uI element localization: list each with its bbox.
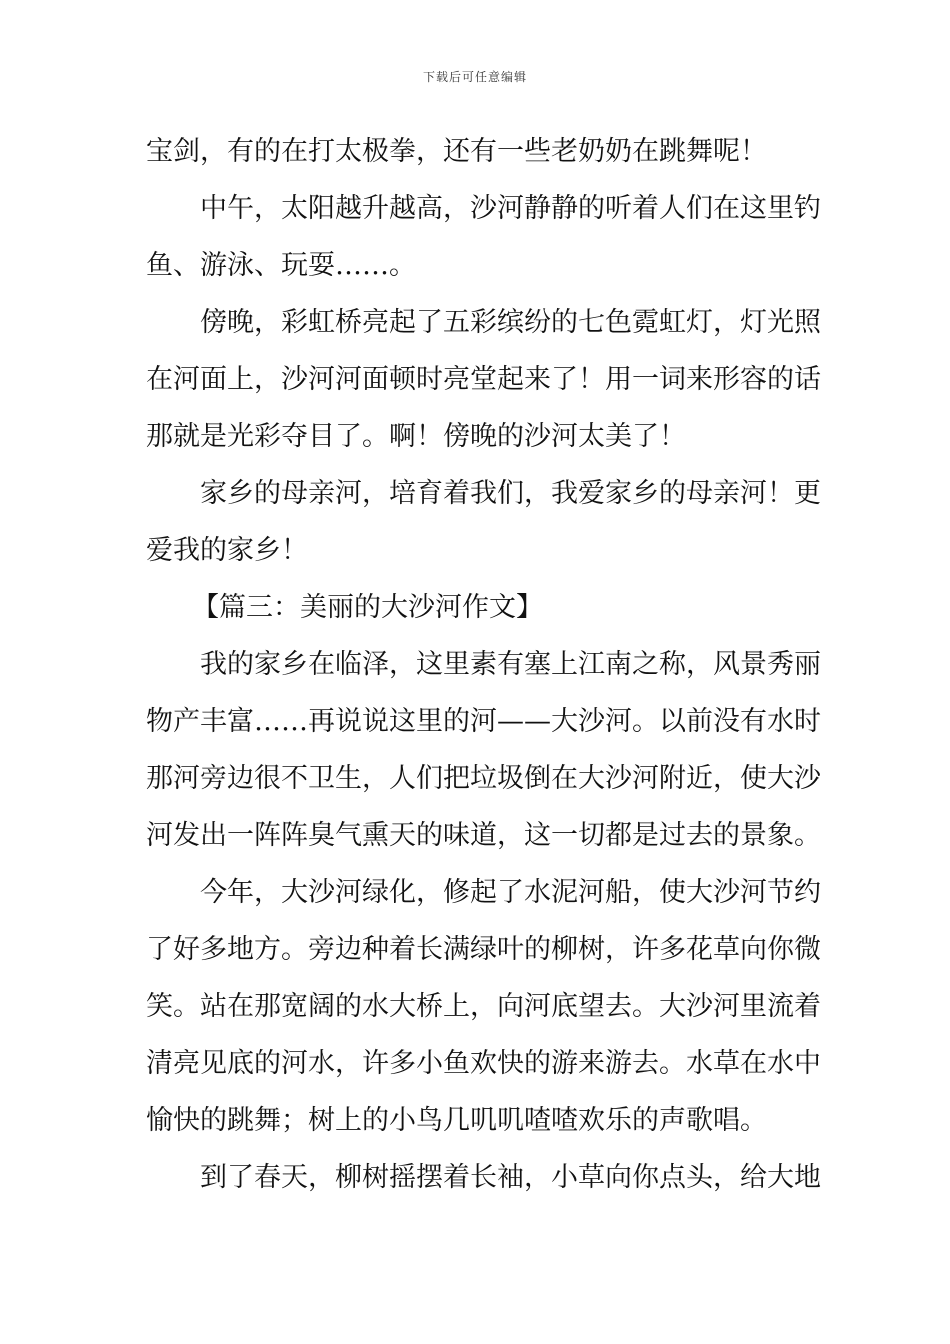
text-line: 河发出一阵阵臭气熏天的味道，这一切都是过去的景象。 bbox=[146, 820, 821, 851]
text-line: 物产丰富……再说说这里的河——大沙河。以前没有水时 bbox=[146, 706, 821, 737]
text-line: 到了春天，柳树摇摆着长袖，小草向你点头，给大地 bbox=[200, 1162, 821, 1193]
text-line: 愉快的跳舞；树上的小鸟几叽叽喳喳欢乐的声歌唱。 bbox=[146, 1105, 767, 1136]
text-line: 宝剑，有的在打太极拳，还有一些老奶奶在跳舞呢！ bbox=[146, 136, 767, 167]
text-line: 鱼、游泳、玩耍……。 bbox=[146, 250, 416, 281]
text-line: 我的家乡在临泽，这里素有塞上江南之称，风景秀丽 bbox=[200, 649, 821, 680]
text-line: 那河旁边很不卫生，人们把垃圾倒在大沙河附近，使大沙 bbox=[146, 763, 821, 794]
text-line: 清亮见底的河水，许多小鱼欢快的游来游去。水草在水中 bbox=[146, 1048, 821, 1079]
text-line: 家乡的母亲河，培育着我们，我爱家乡的母亲河！更 bbox=[200, 478, 821, 509]
text-line: 今年，大沙河绿化，修起了水泥河船，使大沙河节约 bbox=[200, 877, 821, 908]
text-line: 了好多地方。旁边种着长满绿叶的柳树，许多花草向你微 bbox=[146, 934, 821, 965]
page-header: 下载后可任意编辑 bbox=[422, 70, 527, 84]
section-heading: 【篇三：美丽的大沙河作文】 bbox=[192, 592, 543, 623]
text-line: 中午，太阳越升越高，沙河静静的听着人们在这里钓 bbox=[200, 193, 821, 224]
text-line: 在河面上，沙河河面顿时亮堂起来了！用一词来形容的话 bbox=[146, 364, 821, 395]
text-line: 傍晚，彩虹桥亮起了五彩缤纷的七色霓虹灯，灯光照 bbox=[200, 307, 821, 338]
text-line: 那就是光彩夺目了。啊！傍晚的沙河太美了！ bbox=[146, 421, 686, 452]
text-line: 爱我的家乡！ bbox=[146, 535, 308, 566]
text-line: 笑。站在那宽阔的水大桥上，向河底望去。大沙河里流着 bbox=[146, 991, 821, 1022]
